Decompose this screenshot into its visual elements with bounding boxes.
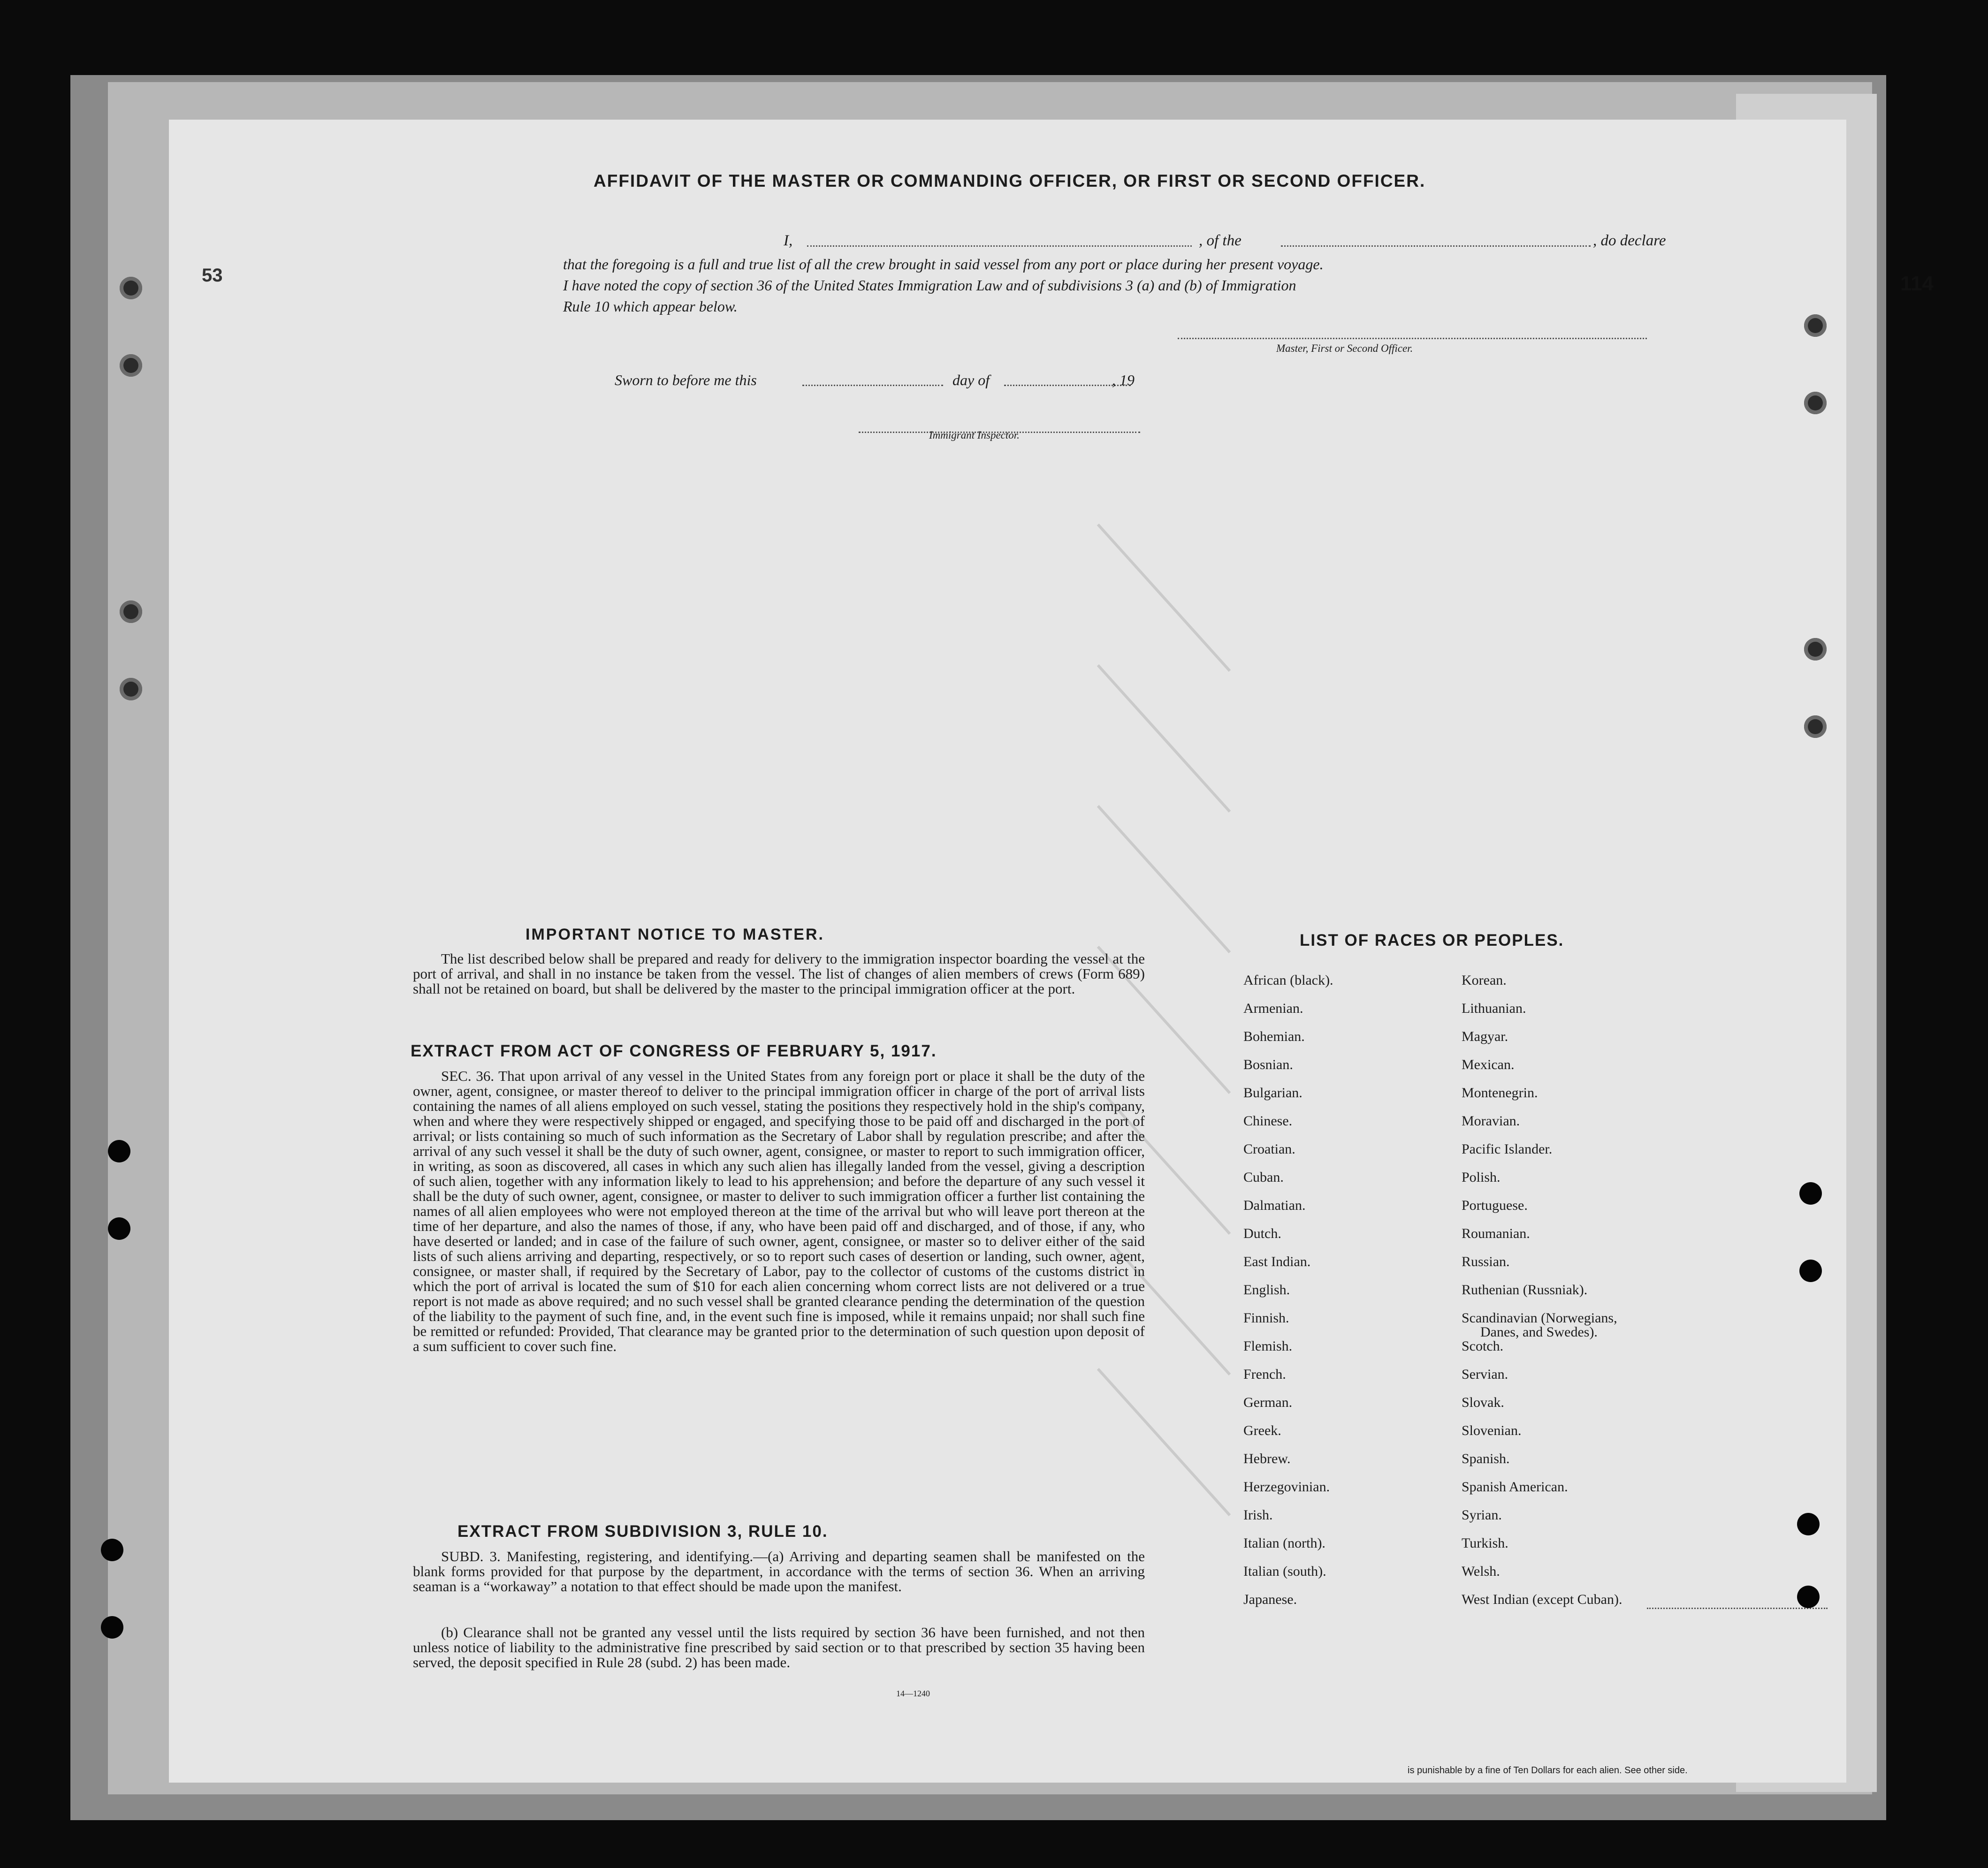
race-item: Irish. [1243, 1507, 1273, 1523]
affidavit-line-3: I have noted the copy of section 36 of the United States Immigration Law and of subdivisions 3 (a) and (b) of Immigration [563, 277, 1296, 294]
race-item: Italian (south). [1243, 1564, 1326, 1579]
race-item: Ruthenian (Russniak). [1462, 1282, 1588, 1298]
bleed-stroke [1097, 664, 1231, 813]
race-item: Montenegrin. [1462, 1085, 1538, 1101]
binder-hole [120, 600, 142, 623]
rule-heading: EXTRACT FROM SUBDIVISION 3, RULE 10. [457, 1522, 828, 1541]
binder-hole [120, 277, 142, 299]
binder-hole [120, 354, 142, 377]
binder-hole [1804, 392, 1827, 414]
race-item: Chinese. [1243, 1113, 1293, 1129]
affidavit-line-1 [615, 232, 1670, 251]
race-item: Flemish. [1243, 1338, 1293, 1354]
race-item: Syrian. [1462, 1507, 1502, 1523]
binder-hole [1804, 314, 1827, 337]
race-item: Turkish. [1462, 1535, 1508, 1551]
race-item: Herzegovinian. [1243, 1479, 1330, 1495]
race-item: Slovak. [1462, 1395, 1504, 1410]
race-item-continuation: Danes, and Swedes). [1480, 1324, 1598, 1340]
bleed-stroke [1097, 524, 1231, 672]
affidavit-heading: AFFIDAVIT OF THE MASTER OR COMMANDING OFFICER, OR FIRST OR SECOND OFFICER. [594, 171, 1426, 190]
vessel-blank [1281, 245, 1591, 247]
inspector-caption: Immigrant Inspector. [929, 429, 1020, 441]
race-item: Korean. [1462, 972, 1507, 988]
notice-heading: IMPORTANT NOTICE TO MASTER. [526, 926, 824, 943]
races-dotted-leader [1647, 1608, 1828, 1609]
race-item: Greek. [1243, 1423, 1281, 1438]
races-right-column [1462, 973, 1743, 1621]
binder-hole [108, 1217, 130, 1240]
margin-mark: 53 [202, 265, 223, 286]
i-label: I, [784, 232, 793, 249]
bottom-note: is punishable by a fine of Ten Dollars for each alien. See other side. [1408, 1765, 1688, 1776]
affidavit-line-2: that the foregoing is a full and true list of all the crew brought in said vessel from any port or place during her present voyage. [563, 256, 1324, 273]
race-item: Armenian. [1243, 1001, 1303, 1016]
rule-text-a: SUBD. 3. Manifesting, registering, and identifying.—(a) Arriving and departing seamen shall be manifested on the blank forms provided for that purpose by the department, in accordance with the terms of section 36. When an arriving seaman is a “workaway” a notation to that effect should be made upon the manifest. [413, 1548, 1145, 1595]
race-item: Cuban. [1243, 1169, 1284, 1185]
race-item: Mexican. [1462, 1057, 1515, 1072]
race-item: Servian. [1462, 1367, 1508, 1382]
form-code: 14—1240 [896, 1689, 930, 1698]
race-item: Lithuanian. [1462, 1001, 1526, 1016]
race-item: African (black). [1243, 972, 1333, 988]
of-the-label: , of the [1199, 232, 1242, 249]
race-item: Slovenian. [1462, 1423, 1522, 1438]
race-item: Spanish. [1462, 1451, 1510, 1466]
binder-hole [1804, 715, 1827, 738]
page-number: 114 [1900, 272, 1934, 295]
race-item: Russian. [1462, 1254, 1510, 1269]
race-item: Bohemian. [1243, 1029, 1305, 1044]
race-item: Welsh. [1462, 1564, 1500, 1579]
binder-hole [1804, 638, 1827, 661]
race-item: Bosnian. [1243, 1057, 1293, 1072]
affidavit-line-4: Rule 10 which appear below. [563, 298, 738, 315]
race-item: Moravian. [1462, 1113, 1520, 1129]
race-item: Magyar. [1462, 1029, 1508, 1044]
race-item: Japanese. [1243, 1592, 1297, 1607]
race-item: English. [1243, 1282, 1290, 1298]
binder-hole [1799, 1260, 1822, 1282]
master-caption: Master, First or Second Officer. [1276, 342, 1413, 354]
binder-hole [101, 1616, 123, 1639]
bleed-stroke [1097, 805, 1231, 953]
race-item: West Indian (except Cuban). [1462, 1592, 1622, 1607]
bleed-stroke [1097, 1368, 1231, 1516]
race-item: Roumanian. [1462, 1226, 1530, 1241]
year-label: , 19 [1112, 372, 1135, 388]
rule-text-b: (b) Clearance shall not be granted any vessel until the lists required by section 36 have been furnished, and not then unless notice of liability to the administrative fine prescribed by said section or to that prescribed by section 35 having been served, the deposit specified in Rule 28 (subd. 2) has been made. [413, 1624, 1145, 1671]
race-item: Spanish American. [1462, 1479, 1568, 1495]
binder-hole [120, 678, 142, 700]
race-item: Finnish. [1243, 1310, 1289, 1326]
race-item: Italian (north). [1243, 1535, 1325, 1551]
race-item: Pacific Islander. [1462, 1141, 1553, 1157]
race-item-scandinavian [1462, 1311, 1743, 1339]
sworn-line [615, 372, 1318, 390]
name-blank [807, 245, 1192, 247]
binder-hole [1799, 1182, 1822, 1205]
binder-hole [1797, 1513, 1820, 1535]
race-item: Bulgarian. [1243, 1085, 1302, 1101]
race-item: German. [1243, 1395, 1293, 1410]
race-item: East Indian. [1243, 1254, 1311, 1269]
binder-hole [1797, 1586, 1820, 1608]
day-of-label: day of [952, 372, 990, 388]
signature-blank [1178, 338, 1647, 339]
binder-hole [108, 1140, 130, 1162]
race-item: French. [1243, 1367, 1286, 1382]
affidavit-page [169, 120, 1934, 1783]
race-item: Dutch. [1243, 1226, 1281, 1241]
sworn-day-blank [802, 385, 943, 386]
races-heading: LIST OF RACES OR PEOPLES. [1300, 931, 1564, 949]
race-item: Portuguese. [1462, 1198, 1528, 1213]
race-item: Hebrew. [1243, 1451, 1291, 1466]
act-text: SEC. 36. That upon arrival of any vessel in the United States from any foreign port or place it shall be the duty of the owner, agent, consignee, or master thereof to deliver to the principal immigration officer in charge of the port of arrival lists containing the names of all aliens employed on such vessel, stating the positions they respectively hold in the ship's company, when and where they were respectively shipped or engaged, and specifying those to be paid off and discharged in the port of arrival; or lists containing so much of such information as the Secretary of Labor shall by regulation prescribe; and after the arrival of any such vessel it shall be the duty of such owner, agent, consignee, or master to report to such immigration officer, in writing, as soon as discovered, all cases in which any such alien has illegally landed from the vessel, giving a description of such alien, together with any information likely to lead to his apprehension; and before the departure of any such vessel it shall be the duty of such owner, agent, consignee, or master to deliver to such immigration officer a further list containing the names of all alien employees who were not employed thereon at the time of the arrival but who will leave port thereon at the time of her departure, and also the names of those, if any, who have been paid off and discharged, and of those, if any, who have deserted or landed; and in case of the failure of such owner, agent, consignee, or master so to deliver either of the said lists of such aliens arriving and departing, respectively, or so to report such cases of desertion or landing, such owner, agent, consignee, or master shall, if required by the Secretary of Labor, pay to the collector of customs of the customs district in which the port of arrival is located the sum of $10 for each alien concerning whom correct lists are not delivered or a true report is not made as above required; and no such vessel shall be granted clearance pending the determination of the question of the liability to the payment of such fine, and, in the event such fine is imposed, while it remains unpaid; nor shall such fine be remitted or refunded: Provided, That clearance may be granted prior to the determination of such question upon deposit of a sum sufficient to cover such fine. [413, 1068, 1145, 1354]
races-left-column [1243, 973, 1455, 1621]
do-declare-label: , do declare [1593, 232, 1666, 249]
race-item: Polish. [1462, 1169, 1501, 1185]
race-item: Dalmatian. [1243, 1198, 1306, 1213]
race-item: Scandinavian (Norwegians, [1462, 1310, 1617, 1326]
binder-hole [101, 1539, 123, 1561]
notice-text: The list described below shall be prepared and ready for delivery to the immigration inspector boarding the vessel at the port of arrival, and shall in no instance be taken from the vessel. The list of changes of alien members of crews (Form 689) shall not be retained on board, but shall be delivered by the master to the principal immigration officer at the port. [413, 950, 1145, 997]
sworn-label: Sworn to before me this [615, 372, 757, 388]
race-item: Scotch. [1462, 1338, 1504, 1354]
race-item: Croatian. [1243, 1141, 1295, 1157]
act-heading: EXTRACT FROM ACT OF CONGRESS OF FEBRUARY 5, 1917. [411, 1042, 937, 1060]
